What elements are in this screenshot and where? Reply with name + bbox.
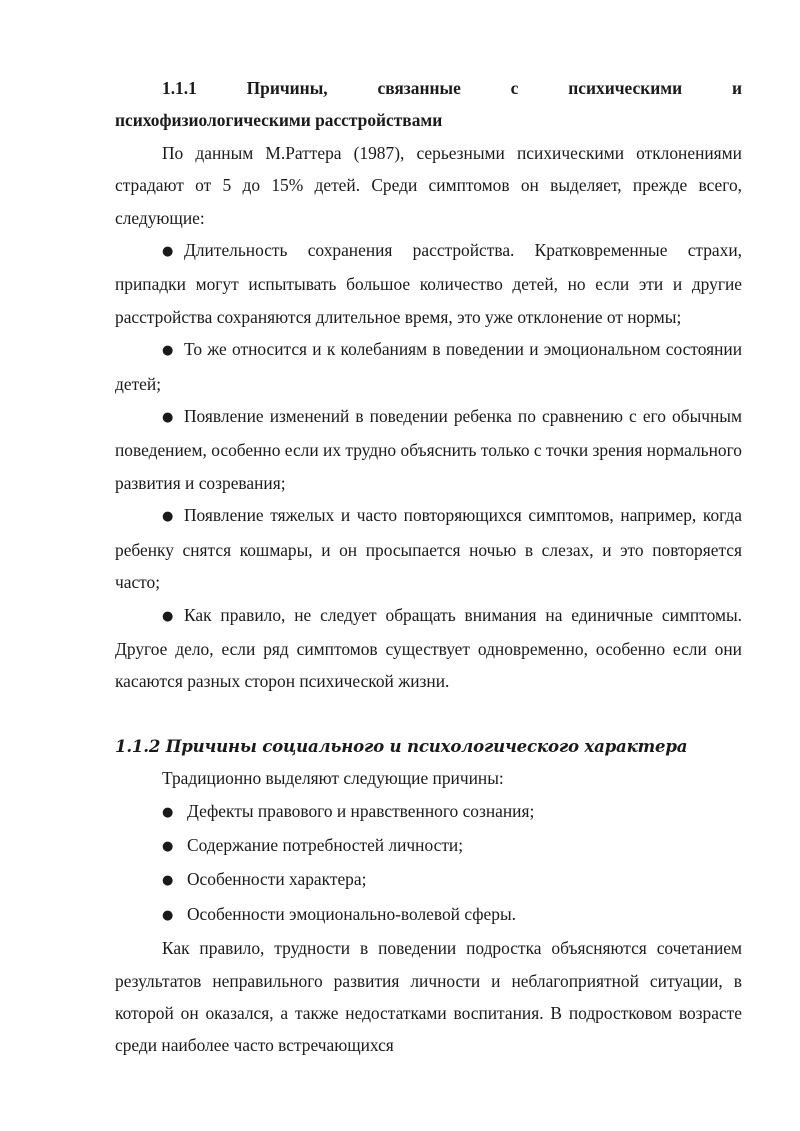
list-item [115,234,742,333]
bullet-icon: ● [162,244,174,260]
bullet-icon: ● [162,873,174,889]
section-heading-1-1-1 [115,72,742,137]
list-item-text: Особенности характера; [187,869,367,890]
list-item-text: То же относится и к колебаниям в поведении и эмоциональном состоянии детей; [115,339,742,394]
list-item-text: Особенности эмоционально-волевой сферы. [187,903,516,924]
heading-word: связанные [377,78,461,98]
list-item-text: Как правило, не следует обращать внимания на единичные симптомы. Другое дело, если ряд симптомов существует одновременно, особенно если они касаются разных сторон психической жизни. [115,604,742,692]
heading-word: и [731,78,742,98]
bullet-icon: ● [162,804,174,820]
list-item [115,499,742,598]
heading-word: с [510,78,519,98]
list-item [115,829,742,863]
list-item-text: Дефекты правового и нравственного сознания; [187,800,535,821]
section-heading-line-2: психофизиологическими расстройствами [115,110,443,131]
list-item [115,898,742,932]
bullet-icon: ● [162,838,174,854]
list-item-text: Появление тяжелых и часто повторяющихся симптомов, например, когда ребенку снятся кошмары, и он просыпается ночью в слезах, и это повторяется часто; [115,505,742,593]
list-item [115,400,742,499]
list-item [115,599,742,698]
intro-paragraph: Традиционно выделяют следующие причины: [162,768,504,789]
document-page [115,72,742,1062]
list-item [115,333,742,400]
bullet-icon: ● [162,907,174,923]
section-heading-1-1-2: 1.1.2 Причины социального и психологического характера [115,735,688,756]
section-number: 1.1.1 [162,78,197,98]
list-item-text: Длительность сохранения расстройства. Кратковременные страхи, припадки могут испытывать большое количество детей, но если эти и другие расстройства сохраняются длительное время, это уже отклонение от нормы; [115,240,742,327]
bullet-icon: ● [162,509,174,525]
heading-word: Причины, [246,78,328,98]
list-item [115,795,742,829]
intro-paragraph: По данным М.Раттера (1987), серьезными психическими отклонениями страдают от 5 до 15% детей. Среди симптомов он выделяет, прежде всего, следующие: [115,142,742,228]
bullet-icon: ● [162,410,174,426]
section-heading-line-1 [115,72,742,104]
bullet-icon: ● [162,608,174,624]
list-item-text: Появление изменений в поведении ребенка по сравнению с его обычным поведением, особенно если их трудно объяснить только с точки зрения нормального развития и созревания; [115,406,742,493]
closing-paragraph: Как правило, трудности в поведении подростка объясняются сочетанием результатов неправильного развития личности и неблагоприятной ситуации, в которой он оказался, а также недостатками воспитания. В подростковом возрасте среди наиболее часто встречающихся [115,938,742,1056]
list-item-text: Содержание потребностей личности; [187,834,464,855]
bullet-icon: ● [162,343,174,359]
heading-word: психическими [568,78,683,98]
section-spacer [115,698,742,730]
list-item [115,863,742,897]
